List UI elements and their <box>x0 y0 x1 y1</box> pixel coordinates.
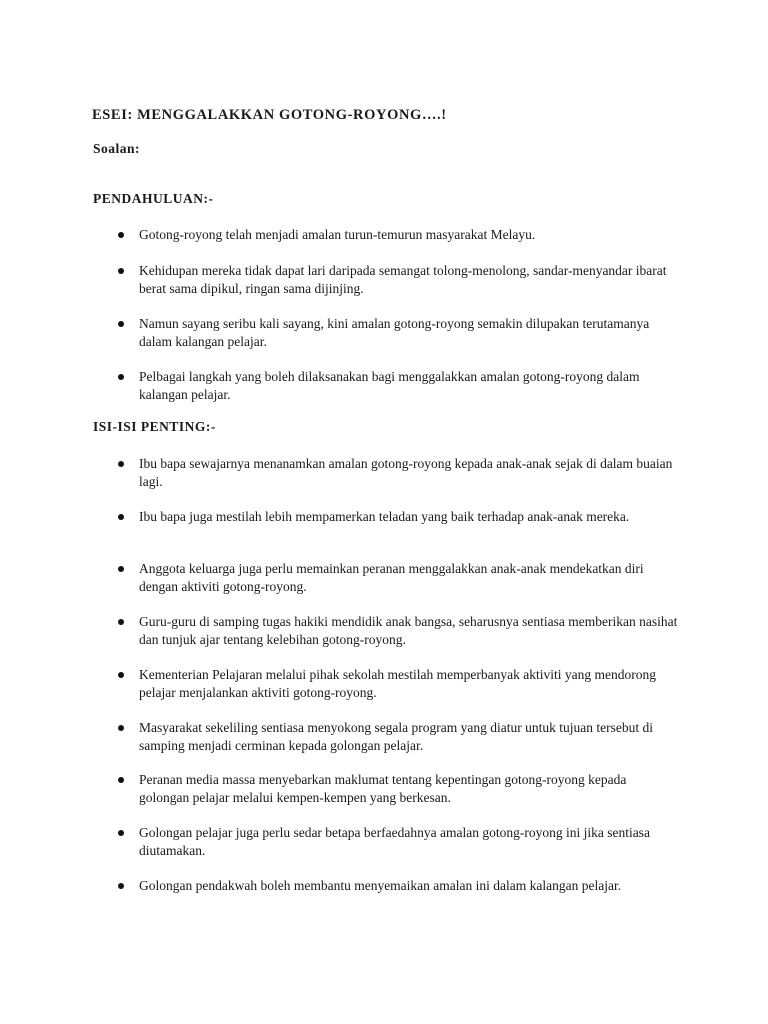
bullet-icon <box>118 777 124 783</box>
list-item <box>118 226 678 244</box>
essay-title: ESEI: MENGGALAKKAN GOTONG-ROYONG….! <box>92 107 447 123</box>
isi-penting-heading: ISI-ISI PENTING:- <box>93 419 216 434</box>
list-item-text: Gotong-royong telah menjadi amalan turun-temurun masyarakat Melayu. <box>139 227 536 242</box>
list-item <box>118 315 678 351</box>
list-item <box>118 508 678 526</box>
list-item-text: Masyarakat sekeliling sentiasa menyokong segala program yang diatur untuk tujuan tersebut di samping menjadi cerminan kepada golongan pelajar. <box>139 720 653 753</box>
bullet-icon <box>118 566 124 572</box>
bullet-icon <box>118 374 124 380</box>
list-item-text: Peranan media massa menyebarkan maklumat tentang kepentingan gotong-royong kepada golongan pelajar melalui kempen-kempen yang berkesan. <box>139 772 627 805</box>
list-item <box>118 824 678 860</box>
list-item-text: Pelbagai langkah yang boleh dilaksanakan bagi menggalakkan amalan gotong-royong dalam kalangan pelajar. <box>139 369 640 402</box>
bullet-icon <box>118 672 124 678</box>
list-item <box>118 560 678 596</box>
list-item <box>118 368 678 404</box>
list-item-text: Ibu bapa sewajarnya menanamkan amalan gotong-royong kepada anak-anak sejak di dalam buaian lagi. <box>139 456 673 489</box>
list-item-text: Kehidupan mereka tidak dapat lari daripada semangat tolong-menolong, sandar-menyandar ibarat berat sama dipikul, ringan sama dijinjing. <box>139 263 667 296</box>
list-item <box>118 877 678 895</box>
list-item <box>118 262 678 298</box>
bullet-icon <box>118 232 124 238</box>
bullet-icon <box>118 725 124 731</box>
list-item <box>118 455 678 491</box>
list-item-text: Anggota keluarga juga perlu memainkan peranan menggalakkan anak-anak mendekatkan diri dengan aktiviti gotong-royong. <box>139 561 644 594</box>
bullet-icon <box>118 830 124 836</box>
soalan-label: Soalan: <box>93 141 141 156</box>
list-item-text: Kementerian Pelajaran melalui pihak sekolah mestilah memperbanyak aktiviti yang mendorong pelajar menjalankan aktiviti gotong-royong. <box>139 667 656 700</box>
list-item <box>118 771 678 807</box>
list-item-text: Namun sayang seribu kali sayang, kini amalan gotong-royong semakin dilupakan terutamanya dalam kalangan pelajar. <box>139 316 650 349</box>
list-item <box>118 613 678 649</box>
bullet-icon <box>118 461 124 467</box>
pendahuluan-heading: PENDAHULUAN:- <box>93 191 214 206</box>
list-item <box>118 719 678 755</box>
list-item-text: Golongan pelajar juga perlu sedar betapa berfaedahnya amalan gotong-royong ini jika sentiasa diutamakan. <box>139 825 650 858</box>
bullet-icon <box>118 268 124 274</box>
bullet-icon <box>118 321 124 327</box>
list-item-text: Golongan pendakwah boleh membantu menyemaikan amalan ini dalam kalangan pelajar. <box>139 878 622 893</box>
bullet-icon <box>118 514 124 520</box>
list-item-text: Guru-guru di samping tugas hakiki mendidik anak bangsa, seharusnya sentiasa memberikan nasihat dan tunjuk ajar tentang kelebihan gotong-royong. <box>139 614 678 647</box>
bullet-icon <box>118 619 124 625</box>
bullet-icon <box>118 883 124 889</box>
list-item-text: Ibu bapa juga mestilah lebih mempamerkan teladan yang baik terhadap anak-anak mereka. <box>139 509 630 524</box>
list-item <box>118 666 678 702</box>
